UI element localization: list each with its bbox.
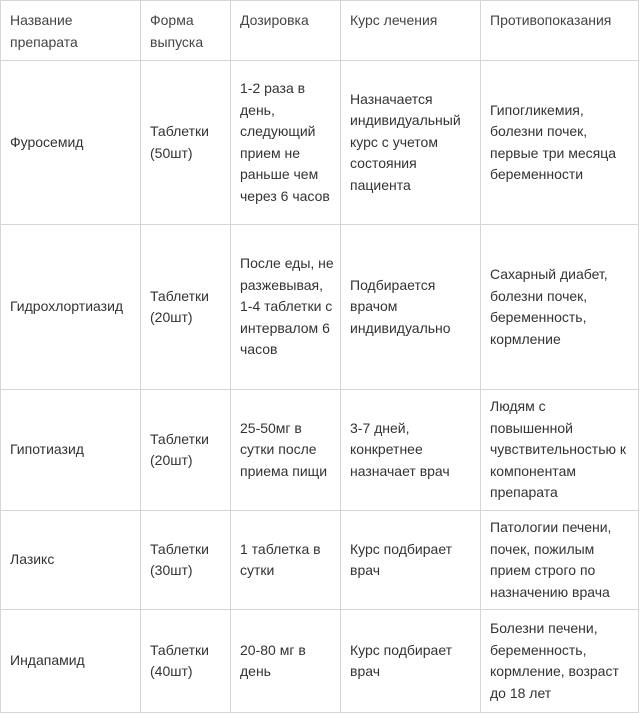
cell-contraindications bbox=[481, 390, 639, 511]
table-row bbox=[1, 511, 639, 610]
table-header-row bbox=[1, 1, 639, 61]
cell-drug-name bbox=[1, 511, 141, 610]
cell-dosage bbox=[231, 61, 341, 225]
cell-text: 25-50мг в сутки после приема пищи bbox=[240, 419, 328, 479]
cell-dosage bbox=[231, 610, 341, 713]
cell-course bbox=[341, 61, 481, 225]
cell-text: Болезни печени, беременность, кормление, возраст до 18 лет bbox=[490, 620, 619, 701]
table-row bbox=[1, 61, 639, 225]
cell-contraindications bbox=[481, 225, 639, 390]
header-drug-name bbox=[1, 1, 141, 61]
cell-text: Курс подбирает врач bbox=[350, 540, 453, 578]
cell-drug-name bbox=[1, 61, 141, 225]
cell-course bbox=[341, 390, 481, 511]
header-dosage bbox=[231, 1, 341, 61]
cell-drug-name bbox=[1, 610, 141, 713]
cell-text: Таблетки (20шт) bbox=[150, 287, 209, 325]
cell-text: Таблетки (40шт) bbox=[150, 641, 209, 679]
cell-form bbox=[141, 390, 231, 511]
header-form-text: Форма выпуска bbox=[150, 12, 204, 50]
cell-contraindications bbox=[481, 511, 639, 610]
table-row bbox=[1, 390, 639, 511]
cell-text: Подбирается врачом индивидуально bbox=[350, 276, 451, 336]
cell-dosage bbox=[231, 511, 341, 610]
cell-text: Фуросемид bbox=[10, 133, 84, 150]
cell-text: Таблетки (20шт) bbox=[150, 430, 209, 468]
cell-contraindications bbox=[481, 610, 639, 713]
cell-course bbox=[341, 225, 481, 390]
cell-text: Гипотиазид bbox=[10, 441, 84, 458]
cell-dosage bbox=[231, 225, 341, 390]
header-contraindications-text: Противопоказания bbox=[490, 12, 612, 28]
cell-text: Лазикс bbox=[10, 551, 55, 568]
header-contraindications bbox=[481, 1, 639, 61]
cell-text: Людям с повышенной чувствительностью к компонентам препарата bbox=[490, 398, 627, 501]
cell-text: Гидрохлортиазид bbox=[10, 298, 124, 315]
cell-text: Гипогликемия, болезни почек, первые три месяца беременности bbox=[490, 101, 617, 182]
cell-text: Таблетки (50шт) bbox=[150, 123, 209, 161]
cell-form bbox=[141, 61, 231, 225]
cell-text: Сахарный диабет, болезни почек, беременность, кормление bbox=[490, 266, 608, 347]
cell-text: 3-7 дней, конкретнее назначает врач bbox=[350, 419, 450, 479]
header-drug-name-text: Название препарата bbox=[10, 12, 78, 50]
cell-text: 1 таблетка в сутки bbox=[240, 540, 321, 578]
header-course-text: Курс лечения bbox=[350, 12, 438, 28]
cell-drug-name bbox=[1, 390, 141, 511]
header-course bbox=[341, 1, 481, 61]
table-row bbox=[1, 225, 639, 390]
cell-text: 1-2 раза в день, следующий прием не раньше чем через 6 часов bbox=[240, 80, 330, 204]
cell-text: Индапамид bbox=[10, 652, 85, 669]
cell-form bbox=[141, 610, 231, 713]
header-form bbox=[141, 1, 231, 61]
cell-dosage bbox=[231, 390, 341, 511]
header-dosage-text: Дозировка bbox=[240, 12, 309, 28]
cell-course bbox=[341, 511, 481, 610]
cell-text: Таблетки (30шт) bbox=[150, 540, 209, 578]
cell-drug-name bbox=[1, 225, 141, 390]
cell-text: Курс подбирает врач bbox=[350, 641, 453, 679]
cell-text: После еды, не разжевывая, 1-4 таблетки с интервалом 6 часов bbox=[240, 255, 334, 358]
cell-contraindications bbox=[481, 61, 639, 225]
cell-form bbox=[141, 511, 231, 610]
cell-text: Патологии печени, почек, пожилым прием строго по назначению врача bbox=[490, 519, 612, 600]
cell-text: Назначается индивидуальный курс с учетом состояния пациента bbox=[350, 90, 461, 193]
table-row bbox=[1, 610, 639, 713]
cell-form bbox=[141, 225, 231, 390]
cell-course bbox=[341, 610, 481, 713]
cell-text: 20-80 мг в день bbox=[240, 641, 306, 679]
